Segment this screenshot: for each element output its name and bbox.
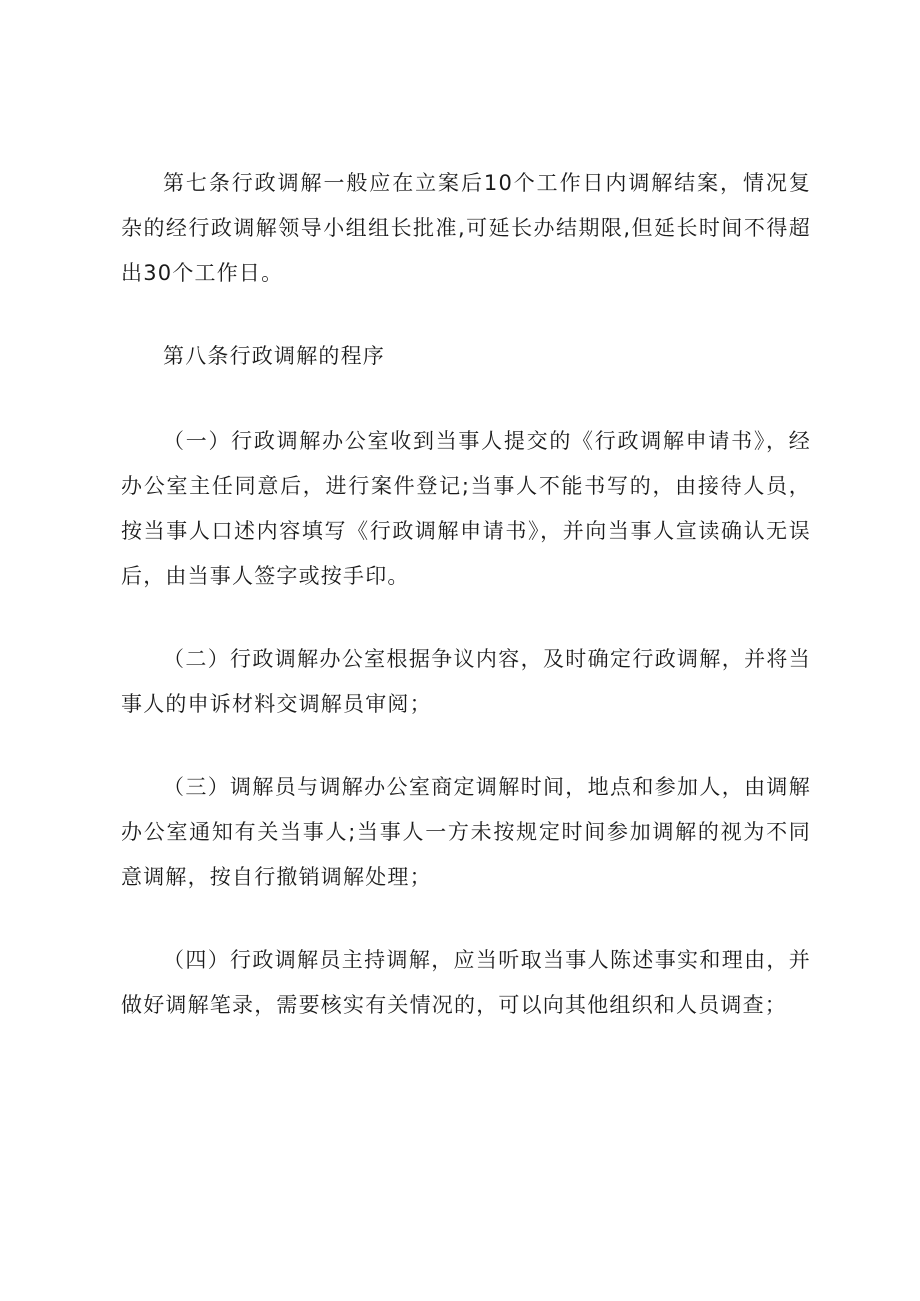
article-8-heading: 第八条行政调解的程序 [163,344,385,368]
procedure-2-paragraph: （二）行政调解办公室根据争议内容，及时确定行政调解，并将当事人的申诉材料交调解员审阅； [121,647,811,716]
document-body [121,161,811,1066]
article-7-paragraph: 第七条行政调解一般应在立案后10个工作日内调解结案，情况复杂的经行政调解领导小组组长批准,可延长办结期限,但延长时间不得超出30个工作日。 [121,171,811,285]
procedure-3-paragraph: （三）调解员与调解办公室商定调解时间，地点和参加人，由调解办公室通知有关当事人;当事人一方未按规定时间参加调解的视为不同意调解，按自行撤销调解处理； [121,775,811,889]
procedure-1-paragraph: （一）行政调解办公室收到当事人提交的《行政调解申请书》，经办公室主任同意后，进行案件登记;当事人不能书写的，由接待人员，按当事人口述内容填写《行政调解申请书》，并向当事人宣读确认无误后，由当事人签字或按手印。 [121,429,811,588]
procedure-4-paragraph: （四）行政调解员主持调解，应当听取当事人陈述事实和理由，并做好调解笔录，需要核实有关情况的，可以向其他组织和人员调查； [121,948,811,1017]
